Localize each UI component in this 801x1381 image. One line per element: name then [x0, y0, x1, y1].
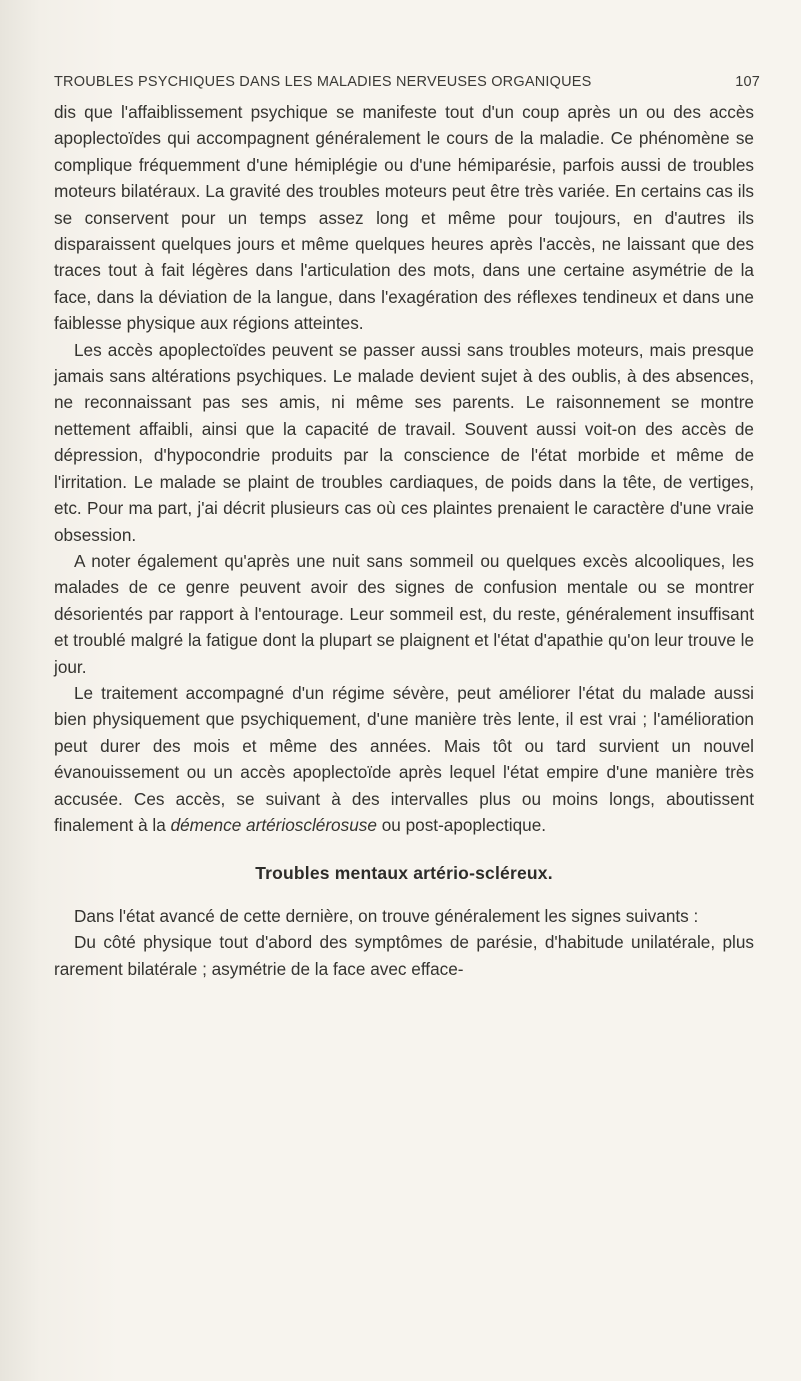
paragraph-3: A noter également qu'après une nuit sans sommeil ou quelques excès alcooliques, les malades de ce genre peuvent avoir des signes de confusion mentale ou se montrer désorientés par rapport à l'entourage. Leur sommeil est, du reste, généralement insuffisant et troublé malgré la fatigue dont la plupart se plaignent et l'état d'apathie qu'on leur trouve le jour. — [54, 550, 754, 677]
paragraph-2: Les accès apoplectoïdes peuvent se passer aussi sans troubles moteurs, mais presque jamais sans altérations psychiques. Le malade devient sujet à des oublis, à des absences, ne reconnaissant pas ses amis, ni même ses parents. Le raisonnement se montre nettement affaibli, ainsi que la capacité de travail. Souvent aussi voit-on des accès de dépression, d'hypocondrie produits par la conscience de l'état morbide et même de l'irritation. Le malade se plaint de troubles cardiaques, de poids dans la tête, de vertiges, etc. Pour ma part, j'ai décrit plusieurs cas où ces plaintes prenaient le caractère d'une vraie obsession. — [54, 339, 754, 545]
running-head — [54, 74, 760, 90]
paragraph-4 — [54, 680, 754, 838]
section-paragraph-2: Du côté physique tout d'abord des symptômes de parésie, d'habitude unilatérale, plus rarement bilatérale ; asymétrie de la face avec efface- — [54, 932, 754, 979]
paragraph-4-text: Le traitement accompagné d'un régime sévère, peut améliorer l'état du malade aussi bien physiquement que psychiquement, d'une manière très lente, il est vrai ; l'amélioration peut durer des mois et même des années. Mais tôt ou tard survient un nouvel évanouissement ou un accès apoplectoïde après lequel l'état empire d'une manière très accusée. Ces accès, se suivant à des intervalles plus ou moins longs, aboutissent finalement à la — [54, 682, 754, 835]
running-head-title: TROUBLES PSYCHIQUES DANS LES MALADIES NERVEUSES ORGANIQUES — [54, 74, 592, 90]
page-number: 107 — [735, 74, 760, 90]
body-text — [54, 99, 754, 982]
paragraph-4-end: ou post-apoplectique. — [376, 814, 547, 835]
section-paragraph-1: Dans l'état avancé de cette dernière, on trouve généralement les signes suivants : — [74, 905, 699, 926]
emphasis-term: démence artériosclérosuse — [170, 814, 377, 835]
paragraph-1: dis que l'affaiblissement psychique se manifeste tout d'un coup après un ou des accès apoplectoïdes qui accompagnent généralement le cours de la maladie. Ce phénomène se complique fréquemment d'une hémiplégie ou d'une hémiparésie, parfois aussi de troubles moteurs bilatéraux. La gravité des troubles moteurs peut être très variée. En certains cas ils se conservent pour un temps assez long et même pour toujours, en d'autres ils disparaissent quelques jours et même quelques heures après l'accès, ne laissant que des traces tout à fait légères dans l'articulation des mots, dans une certaine asymétrie de la face, dans la déviation de la langue, dans l'exagération des réflexes tendineux et dans une faiblesse physique aux régions atteintes. — [54, 102, 754, 334]
section-title: Troubles mentaux artério-scléreux. — [255, 863, 553, 884]
